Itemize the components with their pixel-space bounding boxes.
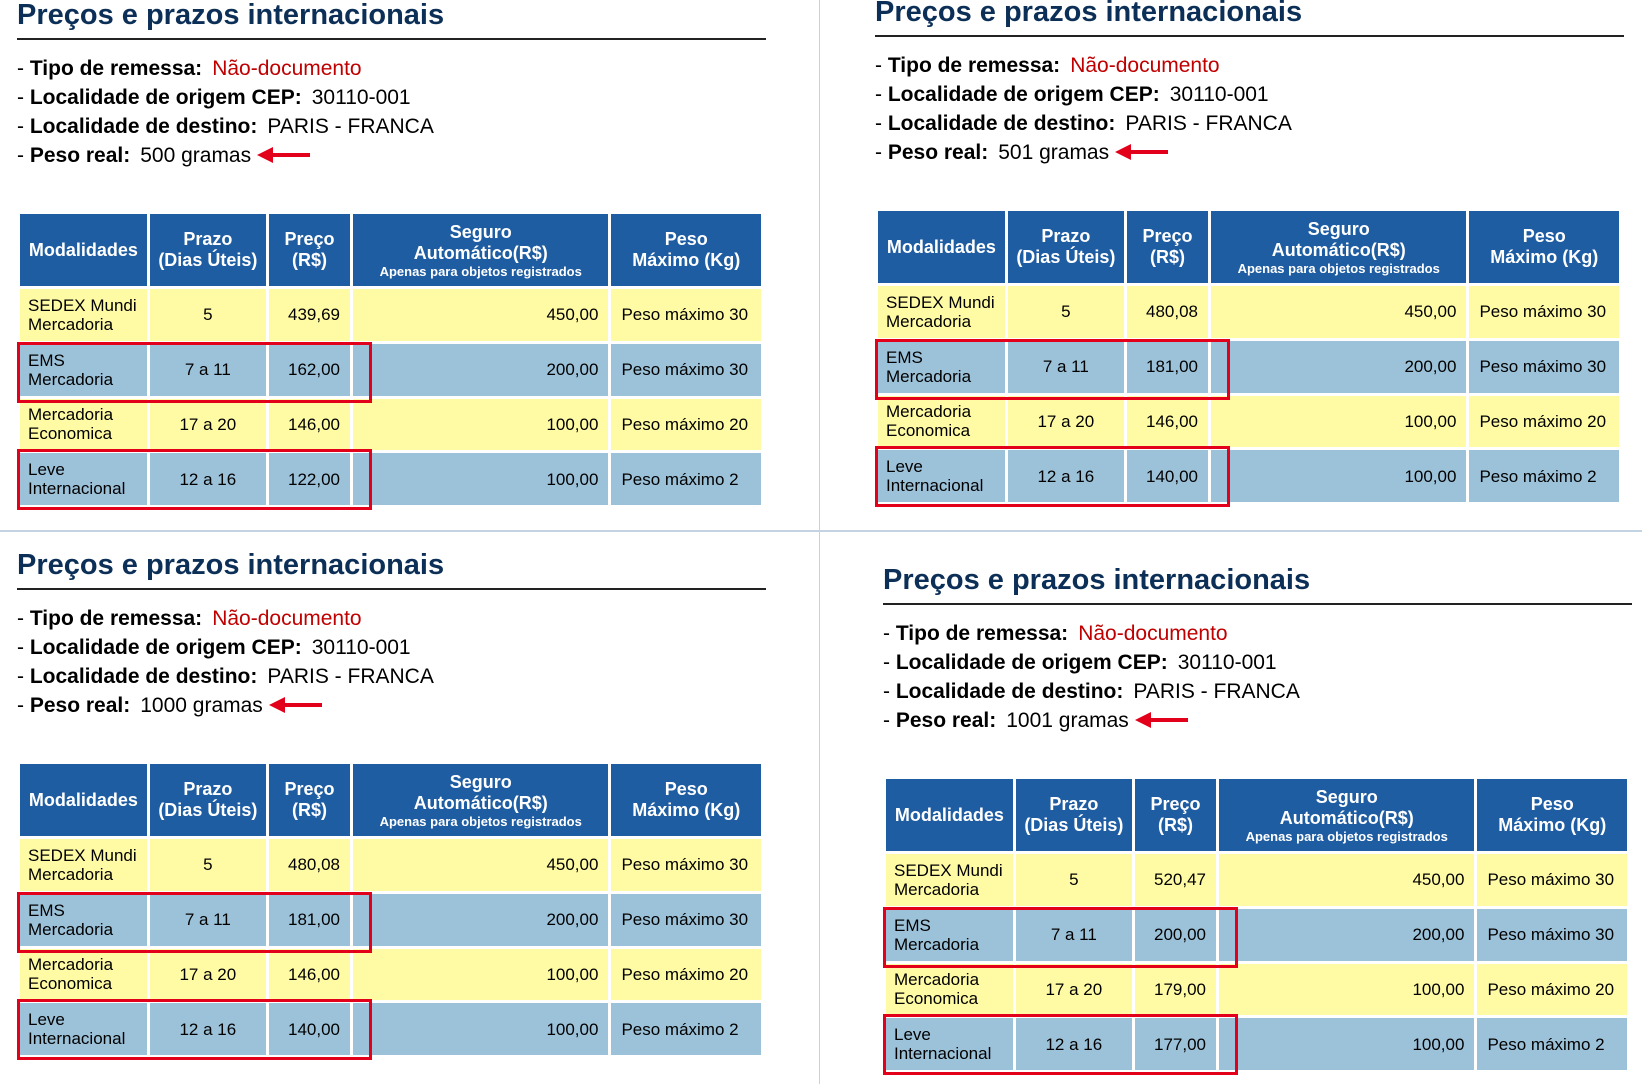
origem-label: Localidade de origem CEP: bbox=[29, 86, 302, 109]
modalidade-line1: Leve bbox=[28, 1010, 65, 1030]
horizontal-divider bbox=[0, 530, 1642, 532]
info-tipo-remessa: - Tipo de remessa: Não-documento bbox=[883, 622, 1228, 645]
preco-cell: 146,00 bbox=[269, 949, 350, 1001]
preco-cell: 146,00 bbox=[269, 399, 350, 451]
seguro-subtitle: Apenas para objetos registrados bbox=[379, 263, 582, 279]
preco-cell: 200,00 bbox=[1135, 909, 1216, 961]
prazo-cell: 12 a 16 bbox=[150, 1003, 266, 1055]
table-row-3 bbox=[878, 396, 1619, 448]
info-origem: - Localidade de origem CEP: 30110-001 bbox=[883, 651, 1277, 674]
preco-cell: 140,00 bbox=[269, 1003, 350, 1055]
col-prazo: Prazo (Dias Úteis) bbox=[1016, 779, 1132, 851]
table-row-1 bbox=[886, 854, 1627, 906]
peso-label: Peso real: bbox=[29, 144, 131, 167]
preco-cell: 181,00 bbox=[269, 894, 350, 946]
destino-value: PARIS - FRANCA bbox=[267, 115, 434, 138]
panel-title: Preços e prazos internacionais bbox=[883, 565, 1632, 605]
modalidade-line1: SEDEX Mundi bbox=[28, 295, 137, 315]
modalidade-line2: Mercadoria bbox=[28, 314, 114, 334]
peso-maximo-cell: Peso máximo 30 bbox=[1469, 286, 1619, 338]
peso-maximo-cell: Peso máximo 30 bbox=[611, 289, 761, 341]
prazo-cell: 5 bbox=[150, 289, 266, 341]
origem-value: 30110-001 bbox=[311, 636, 411, 659]
peso-label: Peso real: bbox=[29, 694, 131, 717]
prazo-cell: 17 a 20 bbox=[1016, 964, 1132, 1016]
modalidade-cell bbox=[878, 396, 1005, 448]
destino-label: Localidade de destino: bbox=[887, 112, 1116, 135]
destino-label: Localidade de destino: bbox=[895, 680, 1124, 703]
prazo-cell: 17 a 20 bbox=[1008, 396, 1124, 448]
col-modalidades: Modalidades bbox=[878, 211, 1005, 283]
info-destino: - Localidade de destino: PARIS - FRANCA bbox=[875, 112, 1292, 135]
prazo-cell: 12 a 16 bbox=[150, 453, 266, 505]
modalidade-line1: Mercadoria bbox=[894, 970, 980, 990]
peso-maximo-cell: Peso máximo 30 bbox=[1469, 341, 1619, 393]
table-row-1 bbox=[20, 839, 761, 891]
destino-value: PARIS - FRANCA bbox=[1133, 680, 1300, 703]
info-destino: - Localidade de destino: PARIS - FRANCA bbox=[883, 680, 1300, 703]
col-peso-maximo: Peso Máximo (Kg) bbox=[1477, 779, 1627, 851]
info-destino: - Localidade de destino: PARIS - FRANCA bbox=[17, 665, 434, 688]
info-peso-real: - Peso real: 1001 gramas bbox=[883, 709, 1189, 733]
arrow-left-icon bbox=[257, 147, 311, 163]
destino-label: Localidade de destino: bbox=[29, 665, 258, 688]
highlight-leve-internacional bbox=[17, 999, 372, 1060]
col-preco: Preço (R$) bbox=[269, 214, 350, 286]
peso-maximo-cell: Peso máximo 2 bbox=[611, 1003, 761, 1055]
seguro-cell: 200,00 bbox=[1211, 341, 1466, 393]
info-origem: - Localidade de origem CEP: 30110-001 bbox=[875, 83, 1269, 106]
tipo-label: Tipo de remessa: bbox=[29, 57, 203, 80]
seguro-cell: 100,00 bbox=[353, 453, 608, 505]
info-origem: - Localidade de origem CEP: 30110-001 bbox=[17, 636, 411, 659]
peso-maximo-cell: Peso máximo 20 bbox=[611, 949, 761, 1001]
info-peso-real: - Peso real: 500 gramas bbox=[17, 144, 311, 168]
preco-cell: 181,00 bbox=[1127, 341, 1208, 393]
highlight-ems bbox=[17, 342, 372, 403]
header-row bbox=[886, 779, 1627, 851]
modalidade-line1: EMS bbox=[28, 900, 65, 920]
modalidade-line2: Mercadoria bbox=[28, 864, 114, 884]
origem-value: 30110-001 bbox=[1177, 651, 1277, 674]
modalidade-line1: Mercadoria bbox=[28, 405, 114, 425]
seguro-cell: 200,00 bbox=[1219, 909, 1474, 961]
highlight-ems bbox=[17, 892, 372, 953]
col-modalidades: Modalidades bbox=[886, 779, 1013, 851]
peso-value: 1001 gramas bbox=[1006, 709, 1129, 732]
seguro-subtitle: Apenas para objetos registrados bbox=[1237, 260, 1440, 276]
arrow-left-icon bbox=[1135, 712, 1189, 728]
preco-cell: 177,00 bbox=[1135, 1018, 1216, 1070]
seguro-cell: 100,00 bbox=[1211, 396, 1466, 448]
modalidade-cell bbox=[20, 949, 147, 1001]
peso-maximo-cell: Peso máximo 30 bbox=[611, 894, 761, 946]
modalidade-line1: Leve bbox=[894, 1025, 931, 1045]
peso-label: Peso real: bbox=[887, 141, 989, 164]
seguro-cell: 100,00 bbox=[353, 399, 608, 451]
header-row bbox=[20, 764, 761, 836]
vertical-divider bbox=[819, 0, 820, 1084]
preco-cell: 480,08 bbox=[1127, 286, 1208, 338]
info-destino: - Localidade de destino: PARIS - FRANCA bbox=[17, 115, 434, 138]
seguro-cell: 450,00 bbox=[1219, 854, 1474, 906]
col-prazo: Prazo (Dias Úteis) bbox=[150, 764, 266, 836]
panel-title: Preços e prazos internacionais bbox=[875, 0, 1624, 37]
modalidade-line2: Mercadoria bbox=[894, 879, 980, 899]
info-tipo-remessa: - Tipo de remessa: Não-documento bbox=[17, 607, 362, 630]
col-preco: Preço (R$) bbox=[269, 764, 350, 836]
modalidade-line2: Mercadoria bbox=[894, 934, 980, 954]
modalidade-cell bbox=[20, 839, 147, 891]
origem-value: 30110-001 bbox=[311, 86, 411, 109]
peso-maximo-cell: Peso máximo 30 bbox=[1477, 909, 1627, 961]
peso-maximo-cell: Peso máximo 20 bbox=[1469, 396, 1619, 448]
col-seguro: Seguro Automático(R$) Apenas para objetos registrados bbox=[1219, 779, 1474, 851]
info-tipo-remessa: - Tipo de remessa: Não-documento bbox=[17, 57, 362, 80]
prazo-cell: 7 a 11 bbox=[1016, 909, 1132, 961]
seguro-cell: 100,00 bbox=[1219, 964, 1474, 1016]
tipo-value: Não-documento bbox=[212, 607, 362, 630]
peso-maximo-cell: Peso máximo 30 bbox=[611, 839, 761, 891]
origem-value: 30110-001 bbox=[1169, 83, 1269, 106]
col-seguro: Seguro Automático(R$) Apenas para objetos registrados bbox=[353, 764, 608, 836]
modalidade-line2: Economica bbox=[894, 989, 979, 1009]
seguro-subtitle: Apenas para objetos registrados bbox=[1245, 828, 1448, 844]
preco-cell: 439,69 bbox=[269, 289, 350, 341]
table-row-1 bbox=[20, 289, 761, 341]
arrow-left-icon bbox=[269, 697, 323, 713]
modalidade-line2: Economica bbox=[28, 974, 113, 994]
destino-value: PARIS - FRANCA bbox=[1125, 112, 1292, 135]
arrow-left-icon bbox=[1115, 144, 1169, 160]
modalidade-line2: Mercadoria bbox=[28, 369, 114, 389]
seguro-subtitle: Apenas para objetos registrados bbox=[379, 813, 582, 829]
seguro-cell: 100,00 bbox=[353, 949, 608, 1001]
col-preco: Preço (R$) bbox=[1127, 211, 1208, 283]
seguro-cell: 450,00 bbox=[353, 839, 608, 891]
col-preco: Preço (R$) bbox=[1135, 779, 1216, 851]
info-tipo-remessa: - Tipo de remessa: Não-documento bbox=[875, 54, 1220, 77]
highlight-leve-internacional bbox=[17, 449, 372, 510]
modalidade-cell bbox=[20, 399, 147, 451]
seguro-cell: 450,00 bbox=[1211, 286, 1466, 338]
modalidade-line2: Internacional bbox=[886, 476, 984, 496]
table-row-3 bbox=[20, 399, 761, 451]
modalidade-line1: SEDEX Mundi bbox=[28, 845, 137, 865]
col-peso-maximo: Peso Máximo (Kg) bbox=[611, 764, 761, 836]
modalidade-line2: Internacional bbox=[28, 1029, 126, 1049]
table-row-1 bbox=[878, 286, 1619, 338]
prazo-cell: 17 a 20 bbox=[150, 949, 266, 1001]
seguro-cell: 200,00 bbox=[353, 344, 608, 396]
col-peso-maximo: Peso Máximo (Kg) bbox=[1469, 211, 1619, 283]
modalidade-line2: Mercadoria bbox=[886, 311, 972, 331]
preco-cell: 179,00 bbox=[1135, 964, 1216, 1016]
tipo-value: Não-documento bbox=[1078, 622, 1228, 645]
peso-maximo-cell: Peso máximo 20 bbox=[1477, 964, 1627, 1016]
col-modalidades: Modalidades bbox=[20, 764, 147, 836]
prazo-cell: 5 bbox=[150, 839, 266, 891]
tipo-value: Não-documento bbox=[1070, 54, 1220, 77]
peso-value: 500 gramas bbox=[140, 144, 252, 167]
modalidade-cell bbox=[878, 286, 1005, 338]
info-origem: - Localidade de origem CEP: 30110-001 bbox=[17, 86, 411, 109]
modalidade-line1: Leve bbox=[28, 460, 65, 480]
prazo-cell: 7 a 11 bbox=[150, 894, 266, 946]
table-row-3 bbox=[886, 964, 1627, 1016]
preco-cell: 140,00 bbox=[1127, 450, 1208, 502]
tipo-label: Tipo de remessa: bbox=[29, 607, 203, 630]
prazo-cell: 12 a 16 bbox=[1008, 450, 1124, 502]
seguro-cell: 450,00 bbox=[353, 289, 608, 341]
seguro-cell: 100,00 bbox=[1219, 1018, 1474, 1070]
modalidade-line1: Mercadoria bbox=[28, 955, 114, 975]
modalidade-line2: Internacional bbox=[28, 479, 126, 499]
peso-maximo-cell: Peso máximo 30 bbox=[611, 344, 761, 396]
panel-title: Preços e prazos internacionais bbox=[17, 0, 766, 40]
modalidade-line2: Internacional bbox=[894, 1044, 992, 1064]
preco-cell: 146,00 bbox=[1127, 396, 1208, 448]
col-prazo: Prazo (Dias Úteis) bbox=[150, 214, 266, 286]
prazo-cell: 7 a 11 bbox=[150, 344, 266, 396]
highlight-leve-internacional bbox=[875, 446, 1230, 507]
tipo-label: Tipo de remessa: bbox=[887, 54, 1061, 77]
modalidade-line2: Economica bbox=[886, 421, 971, 441]
modalidade-line1: EMS bbox=[886, 347, 923, 367]
preco-cell: 480,08 bbox=[269, 839, 350, 891]
origem-label: Localidade de origem CEP: bbox=[895, 651, 1168, 674]
seguro-cell: 100,00 bbox=[1211, 450, 1466, 502]
peso-maximo-cell: Peso máximo 20 bbox=[611, 399, 761, 451]
col-seguro: Seguro Automático(R$) Apenas para objetos registrados bbox=[1211, 211, 1466, 283]
modalidade-cell bbox=[886, 964, 1013, 1016]
modalidade-line1: SEDEX Mundi bbox=[886, 292, 995, 312]
prazo-cell: 7 a 11 bbox=[1008, 341, 1124, 393]
destino-value: PARIS - FRANCA bbox=[267, 665, 434, 688]
peso-maximo-cell: Peso máximo 2 bbox=[1477, 1018, 1627, 1070]
prazo-cell: 12 a 16 bbox=[1016, 1018, 1132, 1070]
panel-title: Preços e prazos internacionais bbox=[17, 550, 766, 590]
modalidade-line1: Mercadoria bbox=[886, 402, 972, 422]
seguro-cell: 200,00 bbox=[353, 894, 608, 946]
highlight-ems bbox=[875, 339, 1230, 400]
modalidade-line1: Leve bbox=[886, 457, 923, 477]
header-row bbox=[878, 211, 1619, 283]
modalidade-line2: Economica bbox=[28, 424, 113, 444]
highlight-ems bbox=[883, 907, 1238, 968]
peso-maximo-cell: Peso máximo 2 bbox=[1469, 450, 1619, 502]
preco-cell: 520,47 bbox=[1135, 854, 1216, 906]
peso-maximo-cell: Peso máximo 30 bbox=[1477, 854, 1627, 906]
modalidade-line1: EMS bbox=[894, 915, 931, 935]
peso-value: 501 gramas bbox=[998, 141, 1110, 164]
tipo-value: Não-documento bbox=[212, 57, 362, 80]
table-row-3 bbox=[20, 949, 761, 1001]
highlight-leve-internacional bbox=[883, 1014, 1238, 1075]
destino-label: Localidade de destino: bbox=[29, 115, 258, 138]
modalidade-cell bbox=[20, 289, 147, 341]
peso-value: 1000 gramas bbox=[140, 694, 263, 717]
origem-label: Localidade de origem CEP: bbox=[887, 83, 1160, 106]
origem-label: Localidade de origem CEP: bbox=[29, 636, 302, 659]
peso-maximo-cell: Peso máximo 2 bbox=[611, 453, 761, 505]
prazo-cell: 17 a 20 bbox=[150, 399, 266, 451]
modalidade-cell bbox=[886, 854, 1013, 906]
col-peso-maximo: Peso Máximo (Kg) bbox=[611, 214, 761, 286]
preco-cell: 122,00 bbox=[269, 453, 350, 505]
col-seguro: Seguro Automático(R$) Apenas para objetos registrados bbox=[353, 214, 608, 286]
info-peso-real: - Peso real: 501 gramas bbox=[875, 141, 1169, 165]
header-row bbox=[20, 214, 761, 286]
prazo-cell: 5 bbox=[1008, 286, 1124, 338]
modalidade-line2: Mercadoria bbox=[28, 919, 114, 939]
prazo-cell: 5 bbox=[1016, 854, 1132, 906]
info-peso-real: - Peso real: 1000 gramas bbox=[17, 694, 323, 718]
col-prazo: Prazo (Dias Úteis) bbox=[1008, 211, 1124, 283]
modalidade-line1: SEDEX Mundi bbox=[894, 860, 1003, 880]
peso-label: Peso real: bbox=[895, 709, 997, 732]
preco-cell: 162,00 bbox=[269, 344, 350, 396]
col-modalidades: Modalidades bbox=[20, 214, 147, 286]
seguro-cell: 100,00 bbox=[353, 1003, 608, 1055]
modalidade-line2: Mercadoria bbox=[886, 366, 972, 386]
modalidade-line1: EMS bbox=[28, 350, 65, 370]
tipo-label: Tipo de remessa: bbox=[895, 622, 1069, 645]
